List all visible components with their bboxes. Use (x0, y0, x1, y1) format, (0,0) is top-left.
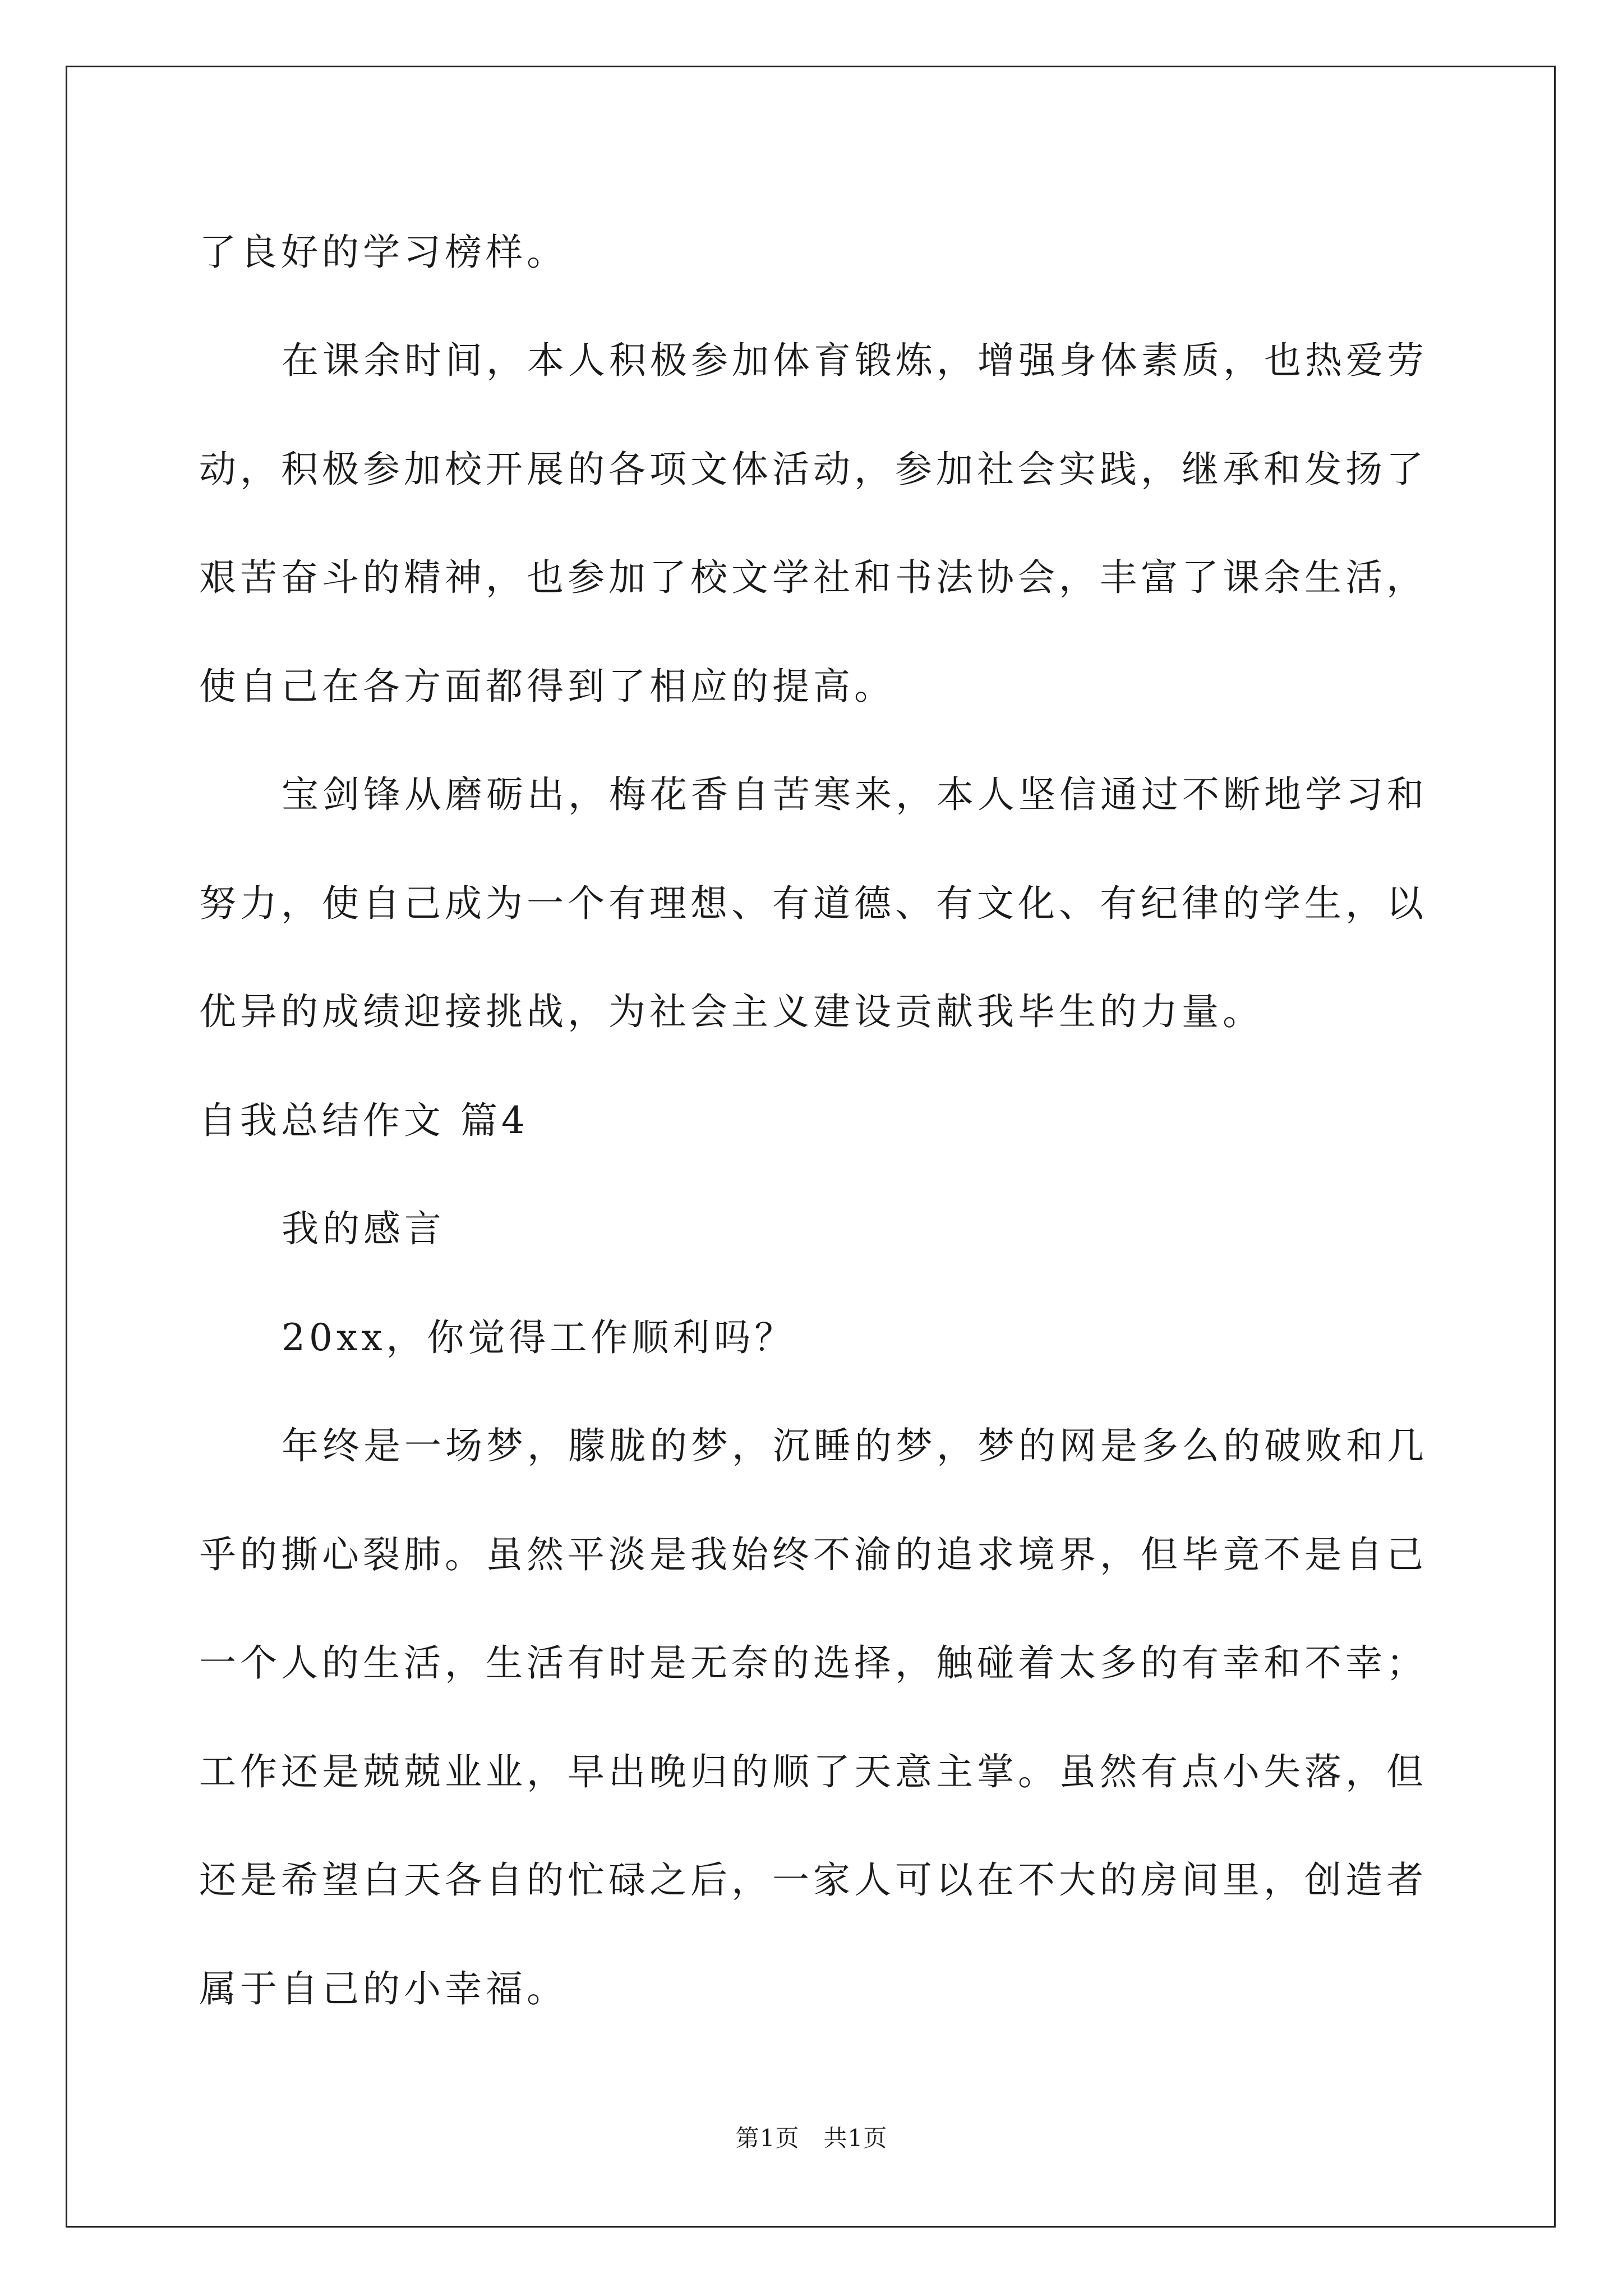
paragraph-line: 动，积极参加校开展的各项文体活动，参加社会实践，继承和发扬了 (199, 448, 1427, 491)
paragraph-line: 20xx，你觉得工作顺利吗？ (282, 1316, 796, 1359)
paragraph-line: 了良好的学习榜样。 (199, 231, 568, 274)
paragraph-line: 使自己在各方面都得到了相应的提高。 (199, 665, 895, 708)
paragraph-line: 努力，使自己成为一个有理想、有道德、有文化、有纪律的学生，以 (199, 882, 1427, 925)
paragraph-line: 优异的成绩迎接挑战，为社会主义建设贡献我毕生的力量。 (199, 990, 1264, 1033)
paragraph-line: 属于自己的小幸福。 (199, 1967, 568, 2010)
section-heading: 自我总结作文 篇4 (199, 1099, 529, 1142)
paragraph-line: 年终是一场梦，朦胧的梦，沉睡的梦，梦的网是多么的破败和几 (282, 1424, 1428, 1467)
paragraph-line: 我的感言 (282, 1207, 445, 1250)
page-border (66, 66, 1556, 2228)
page-number-footer: 第1页 共1页 (735, 2124, 888, 2152)
paragraph-line: 还是希望白天各自的忙碌之后，一家人可以在不大的房间里，创造者 (199, 1858, 1427, 1902)
paragraph-line: 一个人的生活，生活有时是无奈的选择，触碰着太多的有幸和不幸； (199, 1641, 1427, 1685)
paragraph-line: 在课余时间，本人积极参加体育锻炼，增强身体素质，也热爱劳 (282, 339, 1428, 382)
paragraph-line: 乎的撕心裂肺。虽然平淡是我始终不渝的追求境界，但毕竟不是自己 (199, 1533, 1427, 1576)
paragraph-line: 宝剑锋从磨砺出，梅花香自苦寒来，本人坚信通过不断地学习和 (282, 773, 1428, 816)
paragraph-line: 工作还是兢兢业业，早出晚归的顺了天意主掌。虽然有点小失落，但 (199, 1750, 1427, 1793)
paragraph-line: 艰苦奋斗的精神，也参加了校文学社和书法协会，丰富了课余生活， (199, 556, 1427, 599)
